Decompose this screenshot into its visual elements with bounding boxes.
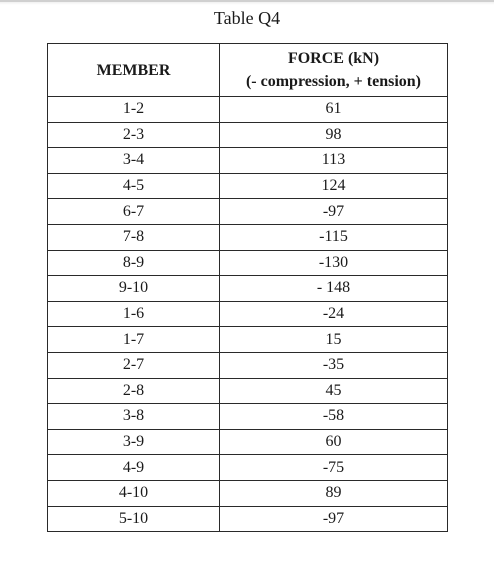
force-cell: 113 xyxy=(220,148,448,174)
member-cell: 2-3 xyxy=(48,122,220,148)
member-cell: 3-8 xyxy=(48,404,220,430)
member-cell: 5-10 xyxy=(48,506,220,532)
member-cell: 4-5 xyxy=(48,173,220,199)
table-row xyxy=(48,480,448,506)
force-cell: 61 xyxy=(220,97,448,123)
header-row xyxy=(48,44,448,97)
table-row xyxy=(48,199,448,225)
member-cell: 9-10 xyxy=(48,276,220,302)
force-cell: 89 xyxy=(220,480,448,506)
table-row xyxy=(48,97,448,123)
member-column-header xyxy=(48,44,220,97)
table-row xyxy=(48,404,448,430)
force-cell: 98 xyxy=(220,122,448,148)
table-row xyxy=(48,378,448,404)
table-row xyxy=(48,276,448,302)
force-cell: -35 xyxy=(220,352,448,378)
force-column-header xyxy=(220,44,448,97)
table-title: Table Q4 xyxy=(213,8,281,28)
table-row xyxy=(48,455,448,481)
force-cell: 45 xyxy=(220,378,448,404)
table-header xyxy=(48,44,448,97)
force-cell: 60 xyxy=(220,429,448,455)
force-cell: -115 xyxy=(220,224,448,250)
member-cell: 1-2 xyxy=(48,97,220,123)
table-row xyxy=(48,224,448,250)
table-row xyxy=(48,327,448,353)
table-row xyxy=(48,250,448,276)
member-cell: 1-7 xyxy=(48,327,220,353)
member-cell: 8-9 xyxy=(48,250,220,276)
member-forces-table xyxy=(47,43,448,532)
member-cell: 2-8 xyxy=(48,378,220,404)
table-body xyxy=(48,97,448,532)
force-header-sign-note: (- compression, + tension) xyxy=(245,73,422,90)
member-cell: 7-8 xyxy=(48,224,220,250)
force-cell: - 148 xyxy=(220,276,448,302)
force-cell: 15 xyxy=(220,327,448,353)
top-shadow xyxy=(0,2,494,5)
table-row xyxy=(48,506,448,532)
table-row xyxy=(48,352,448,378)
table-row xyxy=(48,429,448,455)
member-cell: 2-7 xyxy=(48,352,220,378)
member-header-label: MEMBER xyxy=(96,61,171,79)
member-cell: 3-4 xyxy=(48,148,220,174)
force-cell: -97 xyxy=(220,199,448,225)
table-row xyxy=(48,148,448,174)
force-cell: -58 xyxy=(220,404,448,430)
table-row xyxy=(48,301,448,327)
force-cell: -75 xyxy=(220,455,448,481)
force-header-label: FORCE (kN) xyxy=(287,50,380,67)
table-row xyxy=(48,173,448,199)
table-row xyxy=(48,122,448,148)
member-cell: 4-10 xyxy=(48,480,220,506)
force-cell: -97 xyxy=(220,506,448,532)
member-cell: 6-7 xyxy=(48,199,220,225)
force-cell: -24 xyxy=(220,301,448,327)
force-cell: 124 xyxy=(220,173,448,199)
member-cell: 4-9 xyxy=(48,455,220,481)
force-cell: -130 xyxy=(220,250,448,276)
member-cell: 3-9 xyxy=(48,429,220,455)
member-cell: 1-6 xyxy=(48,301,220,327)
